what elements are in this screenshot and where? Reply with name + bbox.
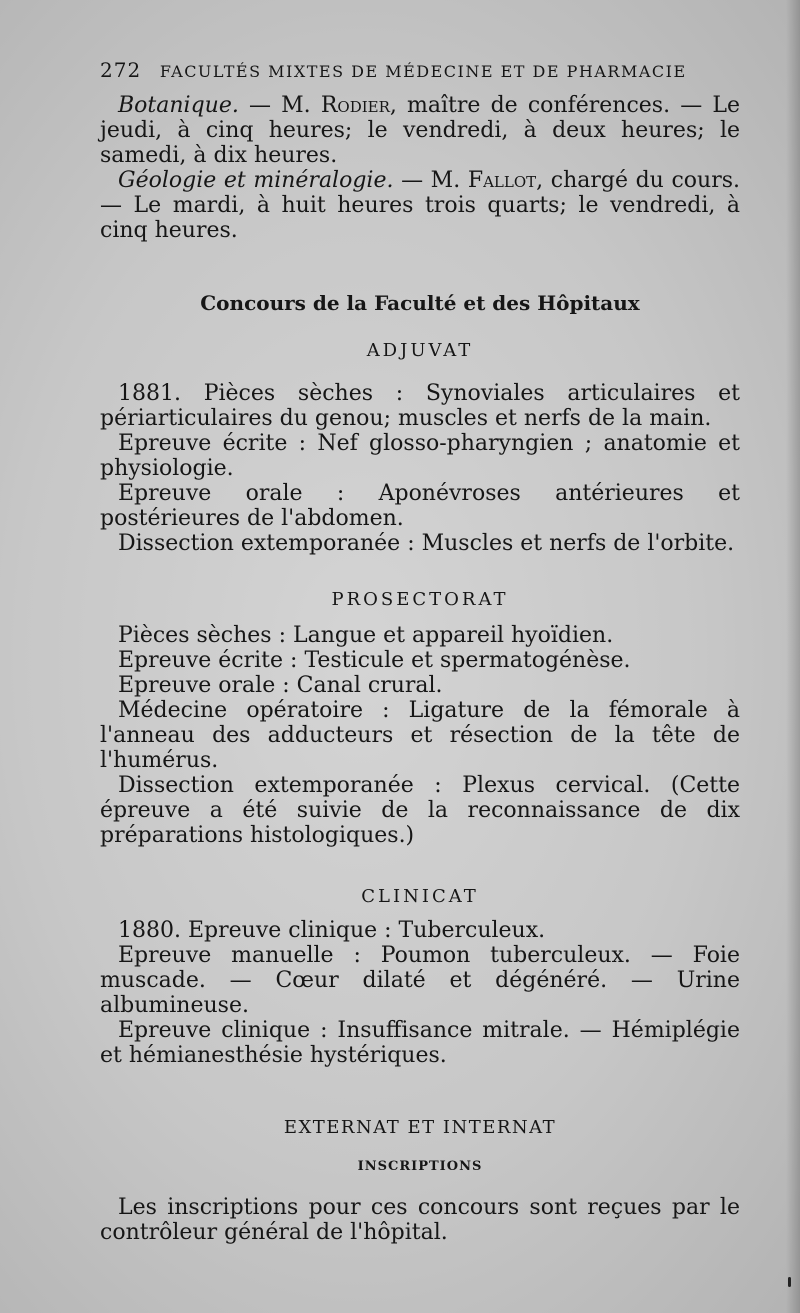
prosectorat-line: Dissection extemporanée : Plexus cervical. (Cette épreuve a été suivie de la reconnaissance de dix préparations histologiques.) (100, 773, 740, 848)
page-content (100, 58, 740, 1245)
course-dash: — M. (393, 168, 468, 193)
adjuvat-line: Epreuve écrite : Nef glosso-pharyngien ; anatomie et physiologie. (100, 431, 740, 481)
course-subject: Botanique. (118, 93, 239, 118)
concours-title: Concours de la Faculté et des Hôpitaux (200, 291, 640, 315)
course-details: , maître de conférences. — Le jeudi, à cinq heures; le vendredi, à deux heures; le samedi, à dix heures. (100, 93, 740, 168)
prosectorat-line: Pièces sèches : Langue et appareil hyoïdien. (118, 623, 614, 648)
clinicat-line: Epreuve manuelle : Poumon tuberculeux. — Foie muscade. — Cœur dilaté et dégénéré. — Urine albumineuse. (100, 943, 740, 1018)
prosectorat-line: Epreuve orale : Canal crural. (118, 673, 443, 698)
adjuvat-line: Epreuve orale : Aponévroses antérieures et postérieures de l'abdomen. (100, 481, 740, 531)
page-edge-shadow (786, 0, 800, 1313)
inscriptions-text: Les inscriptions pour ces concours sont reçues par le contrôleur général de l'hôpital. (100, 1195, 740, 1245)
prosectorat-heading: PROSECTORAT (331, 589, 509, 610)
running-title: FACULTÉS MIXTES DE MÉDECINE ET DE PHARMACIE (159, 62, 687, 81)
course-professor: Fallot (467, 168, 537, 193)
clinicat-heading: CLINICAT (361, 886, 479, 907)
course-details: , chargé du cours. — Le mardi, à huit heures trois quarts; le vendredi, à cinq heures. (100, 168, 740, 243)
adjuvat-line: Dissection extemporanée : Muscles et nerfs de l'orbite. (118, 531, 735, 556)
course-subject: Géologie et minéralogie. (118, 168, 394, 193)
course-geologie (100, 168, 740, 243)
course-dash: — M. (238, 93, 321, 118)
prosectorat-line: Médecine opératoire : Ligature de la fémorale à l'anneau des adducteurs et résection de la tête de l'humérus. (100, 698, 740, 773)
inscriptions-subheading: INSCRIPTIONS (357, 1159, 483, 1174)
prosectorat-line: Epreuve écrite : Testicule et spermatogénèse. (118, 648, 631, 673)
page-number: 272 (100, 58, 142, 82)
externat-heading: EXTERNAT ET INTERNAT (283, 1117, 557, 1138)
clinicat-line: Epreuve clinique : Insuffisance mitrale. — Hémiplégie et hémianesthésie hystériques. (100, 1018, 740, 1068)
adjuvat-line: 1881. Pièces sèches : Synoviales articulaires et périarticulaires du genou; muscles et nerfs de la main. (100, 381, 740, 431)
running-header (100, 58, 740, 84)
clinicat-line: 1880. Epreuve clinique : Tuberculeux. (118, 918, 546, 943)
course-botanique (100, 93, 740, 168)
adjuvat-heading: ADJUVAT (366, 340, 474, 361)
print-speck (788, 1277, 791, 1287)
course-professor: Rodier (320, 93, 390, 118)
